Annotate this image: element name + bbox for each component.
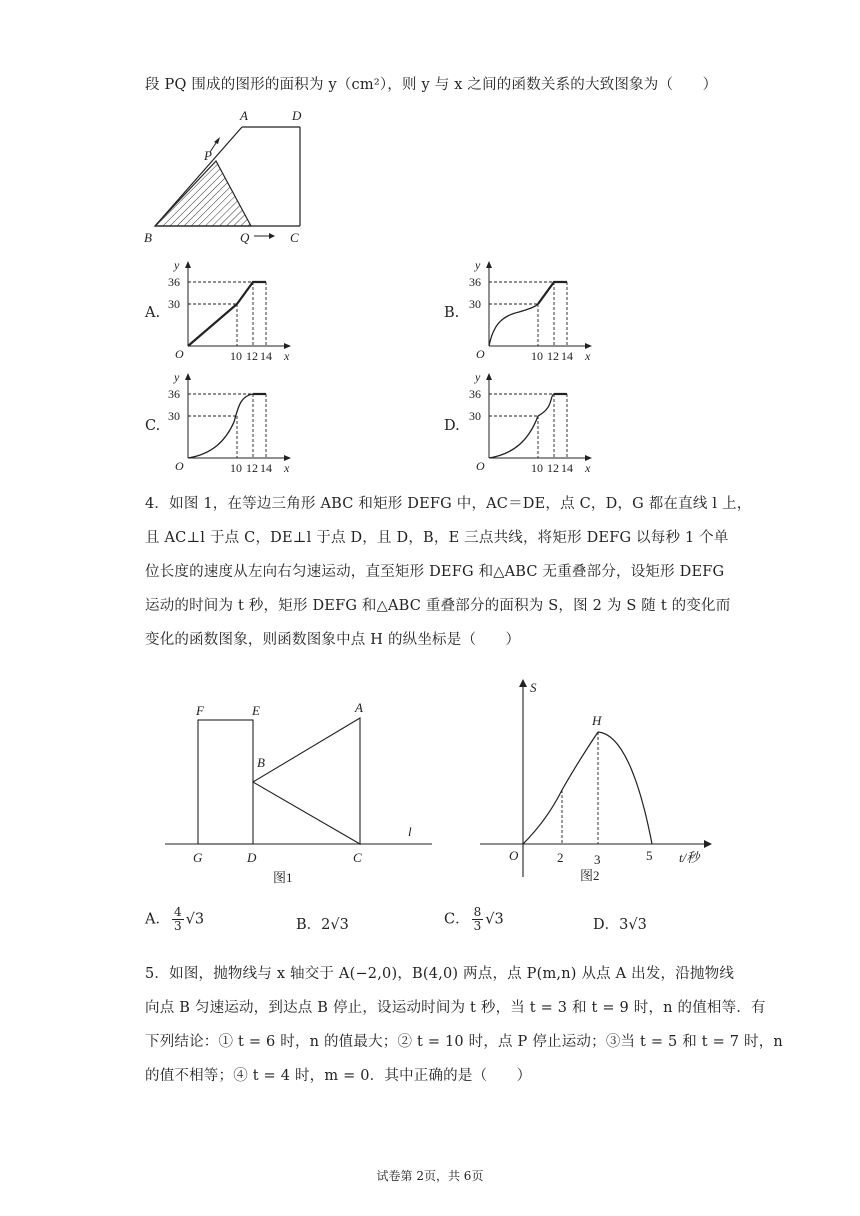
q3-label-P: P — [204, 148, 212, 163]
q3-figure — [140, 100, 320, 250]
svg-text:12: 12 — [547, 349, 559, 363]
q3-label-Q: Q — [240, 230, 250, 245]
q3-label-A: A — [240, 108, 248, 123]
svg-text:E: E — [252, 703, 260, 718]
svg-text:10: 10 — [230, 461, 242, 475]
q4-answer-B: B．2√3 — [296, 917, 349, 933]
q4-line-5: 变化的函数图象，则函数图象中点 H 的纵坐标是（ ） — [145, 632, 521, 648]
svg-text:F: F — [196, 703, 204, 718]
svg-text:5: 5 — [646, 848, 653, 863]
q4-fig2-caption: 图2 — [580, 868, 600, 883]
svg-text:36: 36 — [168, 387, 180, 401]
q4-line-3: 位长度的速度从左向右匀速运动，直至矩形 DEFG 和△ABC 无重叠部分，设矩形 DEFG — [145, 564, 725, 580]
q4-answer-C: C． $\frac{8}{3}$ √3 — [444, 905, 504, 933]
q4-line-1: 4．如图 1，在等边三角形 ABC 和矩形 DEFG 中，AC＝DE，点 C，D，G 都在直线 l 上， — [145, 496, 752, 512]
svg-text:x: x — [284, 461, 290, 475]
svg-text:12: 12 — [547, 461, 559, 475]
svg-text:3: 3 — [594, 852, 601, 867]
svg-text:O: O — [476, 347, 485, 361]
q4-line-2: 且 AC⊥l 于点 C，DE⊥l 于点 D，且 D，B，E 三点共线，将矩形 DEFG 以每秒 1 个单 — [145, 530, 729, 546]
svg-text:x: x — [585, 461, 591, 475]
svg-text:2: 2 — [557, 850, 564, 865]
svg-text:12: 12 — [246, 349, 258, 363]
svg-text:36: 36 — [469, 387, 481, 401]
svg-text:y: y — [174, 258, 180, 272]
svg-text:D: D — [247, 850, 257, 865]
q4-answer-D: D．3√3 — [593, 917, 647, 933]
svg-text:B: B — [257, 755, 265, 770]
q4-answer-A: A． $\frac{4}{3}$ √3 — [145, 905, 205, 933]
svg-text:S: S — [530, 680, 537, 695]
q3-graph-C — [168, 368, 298, 476]
svg-text:10: 10 — [531, 349, 543, 363]
svg-text:14: 14 — [561, 461, 573, 475]
svg-text:30: 30 — [469, 409, 481, 423]
svg-text:C: C — [353, 850, 362, 865]
svg-text:14: 14 — [260, 461, 272, 475]
q4-figure-2 — [480, 672, 720, 888]
q4-fig1-caption: 图1 — [273, 870, 293, 885]
q3-option-B-label: B. — [444, 305, 460, 321]
svg-text:y: y — [475, 258, 481, 272]
svg-text:y: y — [174, 370, 180, 384]
svg-text:30: 30 — [469, 297, 481, 311]
q4-line-4: 运动的时间为 t 秒，矩形 DEFG 和△ABC 重叠部分的面积为 S，图 2 为 S 随 t 的变化而 — [145, 598, 731, 614]
q4-figure-1 — [160, 696, 450, 886]
svg-text:O: O — [175, 347, 184, 361]
svg-text:x: x — [284, 349, 290, 363]
q3-option-D-label: D. — [444, 418, 460, 434]
svg-text:10: 10 — [230, 349, 242, 363]
svg-text:l: l — [408, 824, 412, 839]
svg-text:A: A — [355, 700, 363, 715]
svg-text:O: O — [175, 459, 184, 473]
svg-text:30: 30 — [168, 409, 180, 423]
q3-label-B: B — [144, 230, 152, 245]
svg-text:H: H — [592, 713, 602, 728]
q3-graph-A — [168, 256, 298, 364]
svg-text:t/秒: t/秒 — [679, 850, 700, 865]
q3-label-D: D — [292, 108, 302, 123]
q5-line-1: 5．如图，抛物线与 x 轴交于 A(−2,0)，B(4,0) 两点，点 P(m,n) 从点 A 出发，沿抛物线 — [145, 966, 735, 982]
q3-graph-B — [469, 256, 599, 364]
q3-option-A-label: A. — [145, 305, 161, 321]
svg-text:O: O — [509, 848, 519, 863]
svg-text:36: 36 — [469, 275, 481, 289]
svg-text:G: G — [193, 850, 203, 865]
q3-option-C-label: C. — [145, 418, 161, 434]
svg-text:10: 10 — [531, 461, 543, 475]
svg-text:y: y — [475, 370, 481, 384]
svg-text:14: 14 — [561, 349, 573, 363]
q3-label-C: C — [290, 230, 299, 245]
q5-line-4: 的值不相等；④ t = 4 时，m = 0．其中正确的是（ ） — [145, 1068, 532, 1084]
svg-text:12: 12 — [246, 461, 258, 475]
svg-text:36: 36 — [168, 275, 180, 289]
q5-line-3: 下列结论：① t = 6 时，n 的值最大；② t = 10 时，点 P 停止运动；③当 t = 5 和 t = 7 时，n — [145, 1034, 783, 1050]
page-footer: 试卷第 2页，共 6页 — [376, 1169, 484, 1183]
q3-graph-D — [469, 368, 599, 476]
svg-text:14: 14 — [260, 349, 272, 363]
svg-text:O: O — [476, 459, 485, 473]
q3-stem-tail: 段 PQ 围成的图形的面积为 y（cm²），则 y 与 x 之间的函数关系的大致图象为（ ） — [145, 77, 718, 93]
q5-line-2: 向点 B 匀速运动，到达点 B 停止，设运动时间为 t 秒，当 t = 3 和 t = 9 时，n 的值相等．有 — [145, 1000, 766, 1016]
svg-text:30: 30 — [168, 297, 180, 311]
svg-text:x: x — [585, 349, 591, 363]
